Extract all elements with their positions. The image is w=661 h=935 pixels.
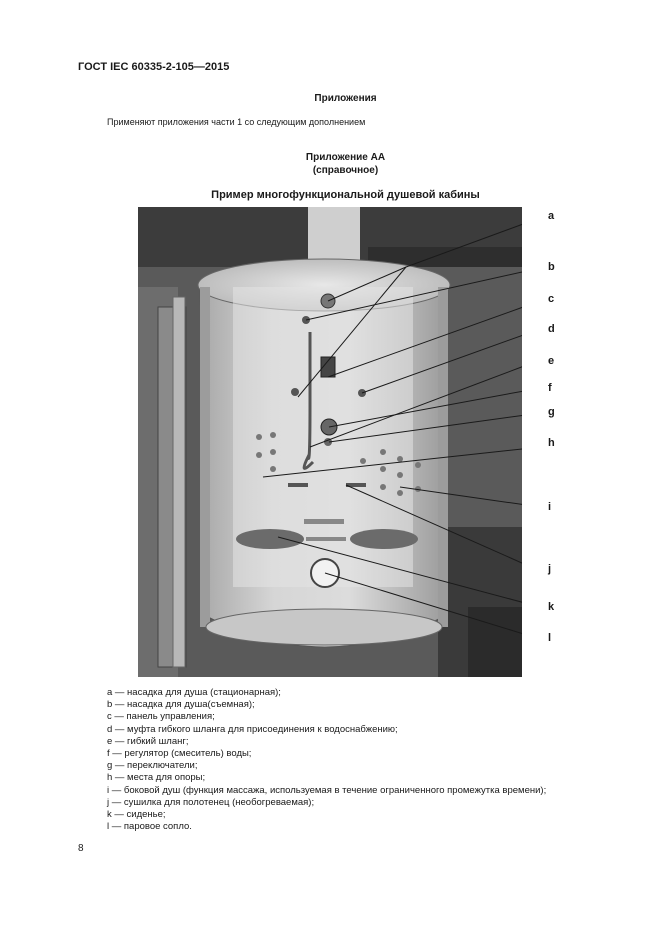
document-header: ГОСТ IEC 60335-2-105—2015 [78,61,230,73]
grab-bar [288,483,308,487]
callout-i: i [548,501,552,513]
shower-cabin-photo [138,207,522,677]
legend-item: i — боковой душ (функция массажа, используемая в течение ограниченного промежутка времени); [107,784,547,796]
callout-j: j [548,563,552,575]
callout-d: d [548,323,555,335]
section-title: Приложения [314,93,377,104]
callout-e: e [548,355,555,367]
legend-item: g — переключатели; [107,760,198,772]
callout-b: b [548,261,555,273]
legend-item: f — регулятор (смеситель) воды; [107,748,252,760]
legend-item: b — насадка для душа(съемная); [107,699,255,711]
callout-l: l [548,632,552,644]
seat-right [350,529,418,549]
callout-f: f [548,382,552,394]
callout-k: k [548,601,555,613]
legend-item: h — места для опоры; [107,772,206,784]
legend-item: e — гибкий шланг; [107,735,189,747]
figure-title: Пример многофункциональной душевой кабины [211,189,480,201]
callout-g: g [548,406,555,418]
page-number: 8 [78,843,84,854]
section-intro: Применяют приложения части 1 со следующим дополнением [107,117,366,127]
legend-item: d — муфта гибкого шланга для присоединения к водоснабжению; [107,723,398,735]
legend-item: l — паровое сопло. [107,821,192,833]
callout-c: c [548,293,555,305]
legend-item: j — сушилка для полотенец (необогреваемая); [107,796,315,808]
figure-legend [107,687,546,833]
seat-left [236,529,304,549]
callout-a: a [548,210,555,222]
legend-item: a — насадка для душа (стационарная); [107,687,281,698]
callout-h: h [548,437,555,449]
annex-subtitle: (справочное) [312,165,379,176]
annex-title: Приложение АА [305,152,386,163]
legend-item: c — панель управления; [107,711,215,723]
legend-item: k — сиденье; [107,809,166,821]
